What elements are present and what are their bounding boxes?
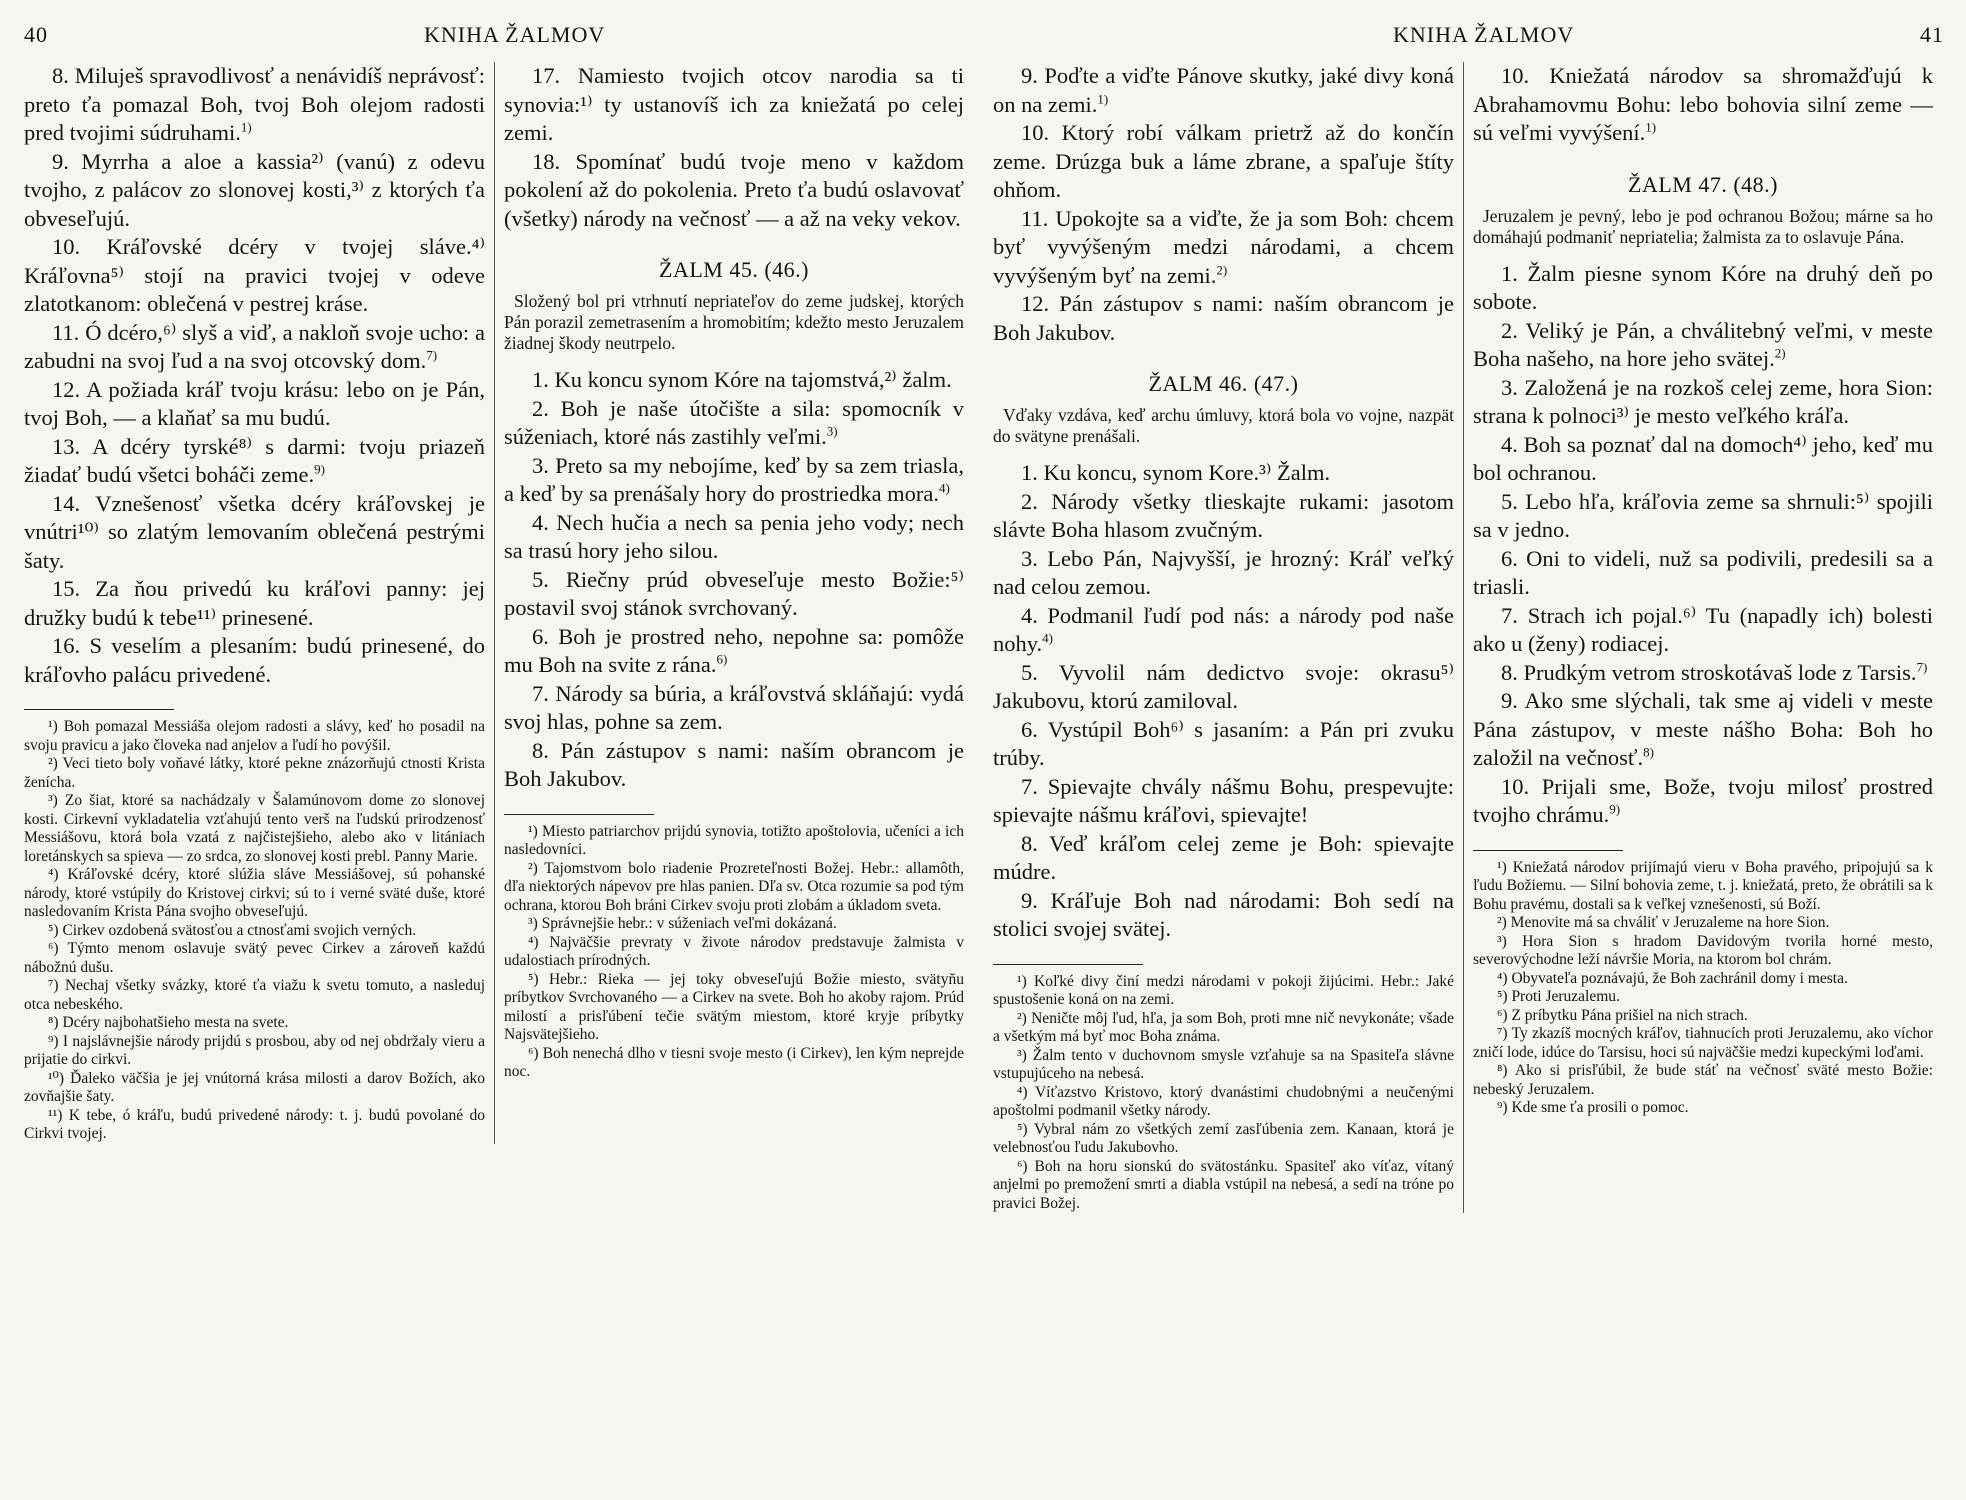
verse xyxy=(1473,659,1933,688)
verse xyxy=(993,545,1454,602)
verse xyxy=(24,319,485,376)
footnote-ref: 1) xyxy=(240,119,252,135)
verse xyxy=(504,680,964,737)
running-title: KNIHA ŽALMOV xyxy=(424,22,606,47)
verse-number: 11. xyxy=(52,319,80,345)
verse-text: Riečny prúd obveseľuje mesto Božie:⁵⁾ postavil svoj stánok svrchovaný. xyxy=(504,566,964,620)
verse-text: Myrrha a aloe a kassia²⁾ (vanú) z odevu tvojho, z palácov zo slonovej kosti,³⁾ z ktorých ťa obveseľujú. xyxy=(24,148,485,231)
footnote-ref: 8) xyxy=(1643,744,1655,760)
footnote-list xyxy=(504,823,964,1082)
verse-text: Boh je prostred neho, nepohne sa: pomôže mu Boh na svite z rána. xyxy=(504,623,964,677)
verse-number: 2. xyxy=(532,395,549,421)
verse xyxy=(504,623,964,680)
footnote: ⁶) Boh nenechá dlho v tiesni svoje mesto (i Cirkev), len kým neprejde noc. xyxy=(504,1044,964,1080)
verse xyxy=(24,632,485,689)
footnote-ref: 7) xyxy=(426,347,438,363)
verse-text: S veselím a plesaním: budú prinesené, do kráľovho palácu privedené. xyxy=(24,633,485,687)
verse-number: 3. xyxy=(1021,545,1038,571)
verse-number: 10. xyxy=(1501,63,1530,88)
verse xyxy=(993,205,1454,291)
verse-number: 7. xyxy=(532,680,549,706)
verse-number: 18. xyxy=(532,148,561,174)
verse-number: 11. xyxy=(1021,205,1049,231)
verse-list xyxy=(1473,62,1933,148)
verse-number: 13. xyxy=(52,433,81,459)
left-page-column-2 xyxy=(494,62,964,1144)
footnote: ¹) Miesto patriarchov prijdú synovia, totižto apoštolovia, učeníci a ich nasledovníci. xyxy=(504,822,964,858)
footnote: ¹) Koľké divy činí medzi národami v pokoji žijúcimi. Hebr.: Jaké spustošenie koná on na zemi. xyxy=(993,972,1454,1008)
verse xyxy=(993,119,1454,205)
verse xyxy=(24,575,485,632)
verse-text: Namiesto tvojich otcov narodia sa ti synovia:¹⁾ ty ustanovíš ich za kniežatá po celej zemi. xyxy=(504,63,964,145)
footnote-rule xyxy=(504,814,654,815)
verse xyxy=(24,376,485,433)
verse-text: Boh je naše útočište a sila: spomocník v súženiach, ktoré nás zastihly veľmi. xyxy=(504,395,964,449)
verse-text: Ktorý robí válkam prietrž až do končín zeme. Drúzga buk a láme zbrane, a spaľuje štíty ohňom. xyxy=(993,120,1454,202)
verse-list xyxy=(993,459,1454,944)
verse-number: 12. xyxy=(52,376,81,402)
verse-text: Kniežatá národov sa shromažďujú k Abrahamovmu Bohu: lebo bohovia silní zeme — sú veľmi vyvýšení. xyxy=(1473,63,1933,145)
verse-number: 6. xyxy=(1021,716,1038,742)
psalm-intro: Vďaky vzdáva, keď archu úmluvy, ktorá bola vo vojne, nazpät do svätyne prenášali. xyxy=(993,405,1454,446)
verse-number: 7. xyxy=(1021,773,1038,799)
verse xyxy=(993,773,1454,830)
verse xyxy=(1473,374,1933,431)
footnote-ref: 4) xyxy=(939,480,950,496)
verse-text: Upokojte sa a viďte, že ja som Boh: chcem byť vyvýšeným medzi národami, a chcem vyvýšeným byť na zemi. xyxy=(993,205,1454,288)
verse xyxy=(1473,431,1933,488)
verse-number: 5. xyxy=(532,566,549,592)
verse-text: A požiada kráľ tvoju krásu: lebo on je Pán, tvoj Boh, — a klaňať sa mu budú. xyxy=(24,376,485,430)
verse-list xyxy=(993,62,1454,347)
footnote: ⁸) Ako si prisľúbil, že bude stáť na večnosť sväté mesto Božie: nebeský Jeruzalem. xyxy=(1473,1062,1933,1098)
footnote-rule xyxy=(24,709,174,710)
verse-number: 4. xyxy=(1501,431,1518,457)
footnote: ⁵) Vybral nám zo všetkých zemí zasľúbenia zem. Kanaan, ktorá je velebnosťou ľudu Jakubovho. xyxy=(993,1120,1454,1156)
footnote: ¹) Boh pomazal Messiáša olejom radosti a slávy, keď ho posadil na svoju pravicu a jako človeka nad anjelov a ľudí ho povýšil. xyxy=(24,718,485,754)
verse-text: Prudkým vetrom stroskotávaš lode z Tarsis. xyxy=(1523,659,1917,685)
verse xyxy=(993,659,1454,716)
verse-text: Veliký je Pán, a chválitebný veľmi, v meste Boha našeho, na hore jeho svätej. xyxy=(1473,317,1933,371)
verse-text: A dcéry tyrské⁸⁾ s darmi: tvoju priazeň žiadať budú všetci boháči zeme. xyxy=(24,433,485,487)
verse xyxy=(993,488,1454,545)
verse-text: Žalm piesne synom Kóre na druhý deň po sobote. xyxy=(1473,260,1933,314)
verse-text: Pán zástupov s nami: naším obrancom je Boh Jakubov. xyxy=(504,737,964,791)
verse-number: 12. xyxy=(1021,291,1050,316)
verse xyxy=(504,566,964,623)
footnote-ref: 2) xyxy=(1216,262,1228,277)
footnote: ⁵) Proti Jeruzalemu. xyxy=(1497,988,1620,1005)
footnote: ³) Správnejšie hebr.: v súženiach veľmi dokázaná. xyxy=(528,915,837,932)
verse xyxy=(504,62,964,148)
footnote: ⁸) Dcéry najbohatšieho mesta na svete. xyxy=(48,1014,289,1031)
verse xyxy=(1473,687,1933,773)
right-page-column-2 xyxy=(1463,62,1933,1213)
footnote-list xyxy=(993,973,1454,1214)
psalm-intro: Složený bol pri vtrhnutí nepriateľov do zeme judskej, ktorých Pán porazil zemetrasením a hromobitím; kdežto mesto Jeruzalem žiadnej škody neutrpelo. xyxy=(504,291,964,353)
verse-number: 1. xyxy=(1021,460,1038,485)
verse-number: 2. xyxy=(1021,488,1038,514)
footnote: ²) Tajomstvom bolo riadenie Prozreteľnosti Božej. Hebr.: allamôth, dľa niektorých nápevov pre hlas panien. Dľa sv. Otca rozumie sa pod tým ochrana, ktorou Boh bráni Cirkev svoju proti zlobám a úkladom sveta. xyxy=(504,859,964,914)
verse xyxy=(993,290,1454,347)
verse xyxy=(24,233,485,319)
footnote: ²) Neničte môj ľud, hľa, ja som Boh, proti mne nič nevykonáte; všade a všetkým má byť moc Boha známa. xyxy=(993,1009,1454,1045)
footnote-list xyxy=(24,718,485,1144)
footnote-rule xyxy=(993,964,1143,965)
verse-number: 4. xyxy=(532,509,549,535)
footnote: ³) Zo šiat, ktoré sa nachádzaly v Šalamúnovom dome zo slonovej kosti. Cirkevní vykladatelia vzťahujú tento verš na ľudskú prirodzenosť Messiášovu, ktorá bola vzatá z najčistejšieho, alebo ako v litániach loretánskych sa spieva — zo srdca, zo slonovej kosti prebl. Panny Marie. xyxy=(24,792,485,865)
footnote-ref: 1) xyxy=(1645,119,1657,135)
verse-text: Poďte a viďte Pánove skutky, jaké divy koná on na zemi. xyxy=(993,63,1454,117)
verse-text: Ku koncu, synom Kore.³⁾ Žalm. xyxy=(1043,460,1331,485)
verse xyxy=(24,62,485,148)
verse xyxy=(1473,317,1933,374)
verse-list xyxy=(504,62,964,233)
page-header xyxy=(24,14,973,62)
footnote-ref: 2) xyxy=(1774,345,1786,361)
verse xyxy=(504,509,964,566)
verse-text: Ku koncu synom Kóre na tajomstvá,²⁾ žalm. xyxy=(554,367,952,392)
footnote: ³) Žalm tento v duchovnom smysle vzťahuje sa na Spasiteľa slávne vstupujúceho na nebesá. xyxy=(993,1046,1454,1082)
verse xyxy=(1473,488,1933,545)
verse-text: Lebo Pán, Najvyšší, je hrozný: Kráľ veľký nad celou zemou. xyxy=(993,545,1455,599)
right-page-column-1 xyxy=(993,62,1463,1213)
verse-number: 8. xyxy=(1501,659,1518,685)
footnote-ref: 9) xyxy=(1609,801,1621,817)
footnote: ⁴) Kráľovské dcéry, ktoré slúžia sláve Messiášovej, sú pohanské národy, ktoré vstúpily do Kristovej cirkvi; sú to i verné sväté duše, ktoré nasledovaním Krista Pána svojho obveseľujú. xyxy=(24,866,485,920)
verse-number: 1. xyxy=(532,367,549,392)
footnote: ⁵) Cirkev ozdobená svätosťou a ctnosťami svojich verných. xyxy=(48,921,417,939)
verse-number: 9. xyxy=(52,148,69,174)
verse-number: 10. xyxy=(1021,120,1050,145)
verse-text: Veď kráľom celej zeme je Boh: spievajte múdre. xyxy=(993,830,1454,884)
verse-text: Spievajte chvály nášmu Bohu, prespevujte: spievajte nášmu kráľovi, spievajte! xyxy=(993,773,1455,827)
footnote: ²) Veci tieto boly voňavé látky, ktoré pekne znázorňujú ctnosti Krista ženícha. xyxy=(24,755,485,791)
footnote: ⁶) Týmto menom oslavuje svätý pevec Cirkev a zároveň každú nábožnú dušu. xyxy=(24,940,485,976)
verse-number: 2. xyxy=(1501,317,1518,343)
verse-text: Oni to videli, nuž sa podivili, predesili sa a triasli. xyxy=(1473,545,1933,599)
verse xyxy=(993,716,1454,773)
verse-number: 8. xyxy=(532,737,549,763)
verse-text: Založená je na rozkoš celej zeme, hora Sion: strana k polnoci³⁾ je mesto veľkého kráľa. xyxy=(1473,374,1933,428)
verse-text: Nech hučia a nech sa penia jeho vody; nech sa trasú hory jeho silou. xyxy=(504,509,964,563)
verse-number: 9. xyxy=(1501,688,1518,713)
verse-number: 5. xyxy=(1501,488,1518,514)
footnote: ⁷) Nechaj všetky svázky, ktoré ťa viažu k svetu tomuto, a nasleduj otca nebeského. xyxy=(24,977,485,1013)
verse xyxy=(504,366,964,395)
footnote: ⁷) Ty zkazíš mocných kráľov, tiahnucích proti Jeruzalemu, ako víchor zničí lode, idúce do Tarsisu, hoci sú najväčšie medzi kupeckými loďami. xyxy=(1473,1025,1933,1061)
verse xyxy=(24,433,485,490)
verse-text: Kráľuje Boh nad národami: Boh sedí na stolici svojej svätej. xyxy=(993,887,1454,941)
verse-number: 14. xyxy=(52,490,81,516)
footnote: ⁶) Boh na horu sionskú do svätostánku. Spasiteľ ako víťaz, vítaný anjelmi po premožení smrti a diabla vstúpil na nebesá, a sedí na tróne po pravici Božej. xyxy=(993,1157,1454,1212)
footnote: ¹) Kniežatá národov prijímajú vieru v Boha pravého, pripojujú sa k ľudu Božiemu. — Silní bohovia zeme, t. j. kniežatá, preto, že obrátili sa k Bohu pravému, dostali sa k veľkej vznešenosti, sú Boží. xyxy=(1473,858,1933,913)
verse-number: 17. xyxy=(532,63,561,88)
verse-number: 10. xyxy=(1501,773,1530,799)
verse-number: 5. xyxy=(1021,659,1038,685)
verse-text: Prijali sme, Bože, tvoju milosť prostred tvojho chrámu. xyxy=(1473,773,1933,827)
verse-number: 9. xyxy=(1021,63,1038,88)
verse xyxy=(504,148,964,234)
verse xyxy=(504,737,964,794)
footnote-ref: 6) xyxy=(716,651,728,667)
verse xyxy=(993,602,1454,659)
verse-text: Spomínať budú tvoje meno v každom pokolení až do pokolenia. Preto ťa budú oslavovať (všetky) národy na večnosť — a až na veky vekov. xyxy=(504,148,964,231)
verse xyxy=(24,490,485,576)
footnote-ref: 7) xyxy=(1916,659,1928,674)
verse xyxy=(1473,773,1933,830)
verse-text: Miluješ spravodlivosť a nenávidíš neprávosť: preto ťa pomazal Boh, tvoj Boh olejom radosti pred tvojimi súdruhami. xyxy=(24,63,485,145)
footnote: ⁴) Obyvateľa poznávajú, že Boh zachránil domy i mesta. xyxy=(1497,969,1848,987)
verse xyxy=(993,887,1454,944)
footnote: ¹¹) K tebe, ó kráľu, budú privedené národy: t. j. budú povolané do Cirkvi tvojej. xyxy=(24,1106,485,1142)
verse-number: 6. xyxy=(532,623,549,649)
verse-number: 8. xyxy=(1021,830,1038,856)
footnote-list xyxy=(1473,859,1933,1118)
verse-number: 3. xyxy=(532,452,549,478)
verse-text: Boh sa poznať dal na domoch⁴⁾ jeho, keď mu bol ochranou. xyxy=(1473,431,1933,485)
verse-text: Kráľovské dcéry v tvojej sláve.⁴⁾ Kráľovna⁵⁾ stojí na pravici tvojej v odeve zlatotkanom: oblečená v pestrej kráse. xyxy=(24,234,486,316)
verse-number: 9. xyxy=(1021,887,1038,913)
psalm-heading: ŽALM 46. (47.) xyxy=(1148,371,1299,396)
verse xyxy=(1473,602,1933,659)
verse-number: 7. xyxy=(1501,602,1518,628)
footnote: ⁴) Víťazstvo Kristovo, ktorý dvanástimi chudobnými a neučenými apoštolmi podmanil všetky národy. xyxy=(993,1083,1454,1119)
footnote-ref: 9) xyxy=(314,461,325,477)
verse-number: 6. xyxy=(1501,545,1518,571)
verse-text: Vznešenosť všetka dcéry kráľovskej je vnútri¹⁰⁾ so zlatým lemovaním oblečená pestrými šaty. xyxy=(24,490,485,573)
footnote-ref: 4) xyxy=(1042,630,1054,646)
verse-text: Národy sa búria, a kráľovstvá skláňajú: vydá svoj hlas, pohne sa zem. xyxy=(504,680,964,734)
footnote-ref: 3) xyxy=(826,423,838,439)
verse-text: Preto sa my nebojíme, keď by sa zem triasla, a keď by sa prenášaly hory do prostriedka mora. xyxy=(504,452,964,506)
verse-text: Pán zástupov s nami: naším obrancom je Boh Jakubov. xyxy=(993,291,1454,345)
psalm-intro: Jeruzalem je pevný, lebo je pod ochranou Božou; márne sa ho domáhajú podmaniť nepriatelia; žalmista za to oslavuje Pána. xyxy=(1473,205,1933,247)
verse-text: Za ňou privedú ku kráľovi panny: jej družky budú k tebe¹¹⁾ prinesené. xyxy=(24,576,486,630)
verse-list xyxy=(24,62,485,689)
verse-number: 16. xyxy=(52,633,81,658)
footnote: ⁴) Najväčšie prevraty v živote národov predstavuje žalmista v udalostiach prírodných. xyxy=(504,933,964,969)
verse-number: 15. xyxy=(52,576,81,601)
verse-text: Podmanil ľudí pod nás: a národy pod naše nohy. xyxy=(993,602,1455,656)
psalm-heading: ŽALM 47. (48.) xyxy=(1628,171,1778,197)
running-title: KNIHA ŽALMOV xyxy=(1393,22,1575,47)
verse-list xyxy=(504,366,964,794)
verse-number: 8. xyxy=(52,63,69,88)
verse-number: 1. xyxy=(1501,260,1518,286)
verse-text: Vyvolil nám dedictvo svoje: okrasu⁵⁾ Jakubovu, ktorú zamiloval. xyxy=(993,659,1454,713)
footnote: ⁹) Kde sme ťa prosili o pomoc. xyxy=(1497,1099,1689,1116)
left-page-column-1 xyxy=(24,62,494,1144)
page-number: 40 xyxy=(24,22,48,47)
footnote: ¹⁰) Ďaleko väčšia je jej vnútorná krása milosti a darov Božích, ako zovňajšie šaty. xyxy=(24,1069,485,1105)
footnote: ⁵) Hebr.: Rieka — jej toky obveseľujú Božie miesto, svätyňu príbytkov Svrchovaného — a Cirkev na svete. Boh ho akoby rajom. Prúd milostí a prisľúbení tečie svätým miestom, ktoré kryje príbytky Najsvätejšieho. xyxy=(504,970,964,1043)
verse xyxy=(504,395,964,452)
psalm-heading: ŽALM 45. (46.) xyxy=(659,257,809,282)
right-page xyxy=(983,0,1966,1500)
footnote-rule xyxy=(1473,850,1623,851)
footnote: ⁶) Z príbytku Pána prišiel na nich strach. xyxy=(1497,1006,1748,1024)
footnote: ³) Hora Sion s hradom Davidovým tvorila horné mesto, severovýchodne leží návršie Moria, na ktorom bol chrám. xyxy=(1473,932,1933,968)
verse-text: Národy všetky tlieskajte rukami: jasotom slávte Boha hlasom zvučným. xyxy=(993,488,1454,542)
verse-text: Lebo hľa, kráľovia zeme sa shrnuli:⁵⁾ spojili sa v jedno. xyxy=(1473,488,1933,542)
verse xyxy=(1473,260,1933,317)
verse xyxy=(1473,62,1933,148)
verse-number: 4. xyxy=(1021,602,1038,628)
verse-list xyxy=(1473,260,1933,830)
verse-number: 3. xyxy=(1501,374,1518,400)
page-number: 41 xyxy=(1920,22,1944,47)
footnote: ⁹) I najslávnejšie národy prijdú s prosbou, aby od nej obdržaly vieru a prijatie do cirkvi. xyxy=(24,1032,485,1068)
verse-text: Ako sme slýchali, tak sme aj videli v meste Pána zástupov, v meste nášho Boha: Boh ho založil na večnosť. xyxy=(1473,688,1933,770)
verse xyxy=(993,62,1454,119)
verse-text: Vystúpil Boh⁶⁾ s jasaním: a Pán pri zvuku trúby. xyxy=(993,716,1454,770)
verse xyxy=(1473,545,1933,602)
verse xyxy=(504,452,964,509)
footnote-ref: 1) xyxy=(1097,91,1109,106)
verse xyxy=(993,830,1454,887)
verse-text: Strach ich pojal.⁶⁾ Tu (napadly ich) bolesti ako u (ženy) rodiacej. xyxy=(1473,602,1933,656)
footnote: ²) Menovite má sa chváliť v Jeruzaleme na hore Sion. xyxy=(1497,914,1830,931)
verse-text: Ó dcéro,⁶⁾ slyš a viď, a nakloň svoje ucho: a zabudni na svoj ľud a na svoj otcovský dom. xyxy=(24,319,486,373)
verse xyxy=(993,459,1454,488)
verse xyxy=(24,148,485,234)
verse-number: 10. xyxy=(52,234,81,259)
page-header xyxy=(993,14,1944,62)
